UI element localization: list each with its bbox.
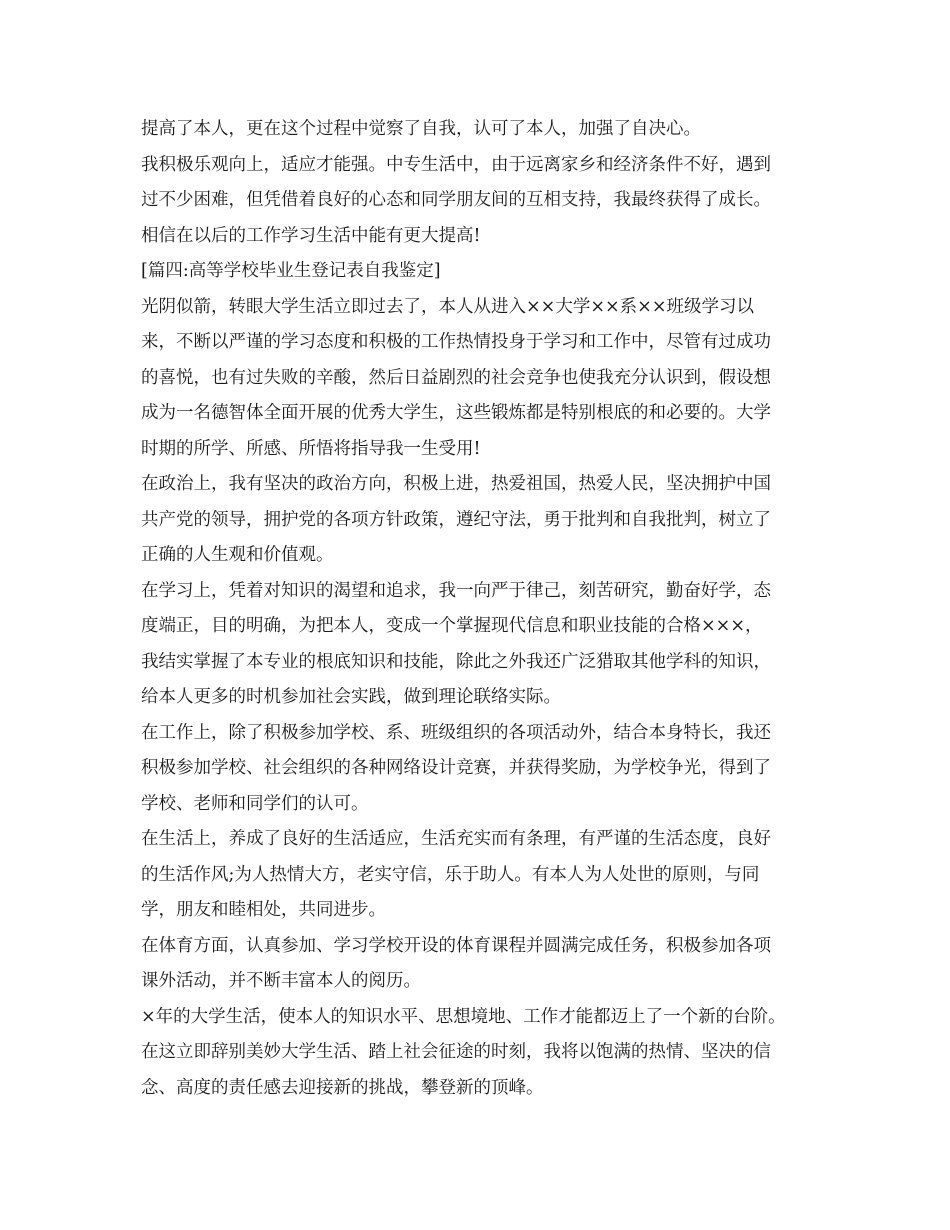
text-line-7: 来，不断以严谨的学习态度和积极的工作热情投身于学习和工作中，尽管有过成功: [141, 332, 771, 352]
text-line-25: 课外活动，并不断丰富本人的阅历。: [141, 971, 421, 991]
section-heading: [篇四:高等学校毕业生登记表自我鉴定]: [141, 261, 441, 281]
text-line-24: 在体育方面，认真参加、学习学校开设的体育课程并圆满完成任务，积极参加各项: [141, 935, 771, 956]
text-line-3: 过不少困难，但凭借着良好的心态和同学朋友间的互相支持，我最终获得了成长。: [141, 190, 771, 210]
text-line-10: 时期的所学、所感、所悟将指导我一生受用!: [141, 438, 481, 459]
text-line-11: 在政治上，我有坚决的政治方向，积极上进，热爱祖国，热爱人民，坚决拥护中国: [141, 474, 771, 494]
text-line-12: 共产党的领导，拥护党的各项方针政策，遵纪守法，勇于批判和自我批判，树立了: [141, 509, 771, 530]
text-line-6: 光阴似箭，转眼大学生活立即过去了，本人从进入××大学××系××班级学习以: [141, 296, 754, 317]
text-line-9: 成为一名德智体全面开展的优秀大学生，这些锻炼都是特别根底的和必要的。大学: [141, 403, 771, 423]
text-line-15: 度端正，目的明确，为把本人，变成一个掌握现代信息和职业技能的合格×××，: [141, 616, 763, 636]
document-body: [141, 112, 841, 1106]
text-line-19: 积极参加学校、社会组织的各种网络设计竞赛，并获得奖励，为学校争光，得到了: [141, 758, 771, 778]
text-line-28: 念、高度的责任感去迎接新的挑战，攀登新的顶峰。: [141, 1077, 544, 1098]
text-line-13: 正确的人生观和价值观。: [141, 545, 334, 565]
text-line-22: 的生活作风;为人热情大方，老实守信，乐于助人。有本人为人处世的原则，与同: [141, 864, 760, 885]
text-line-21: 在生活上，养成了良好的生活适应，生活充实而有条理，有严谨的生活态度，良好: [141, 829, 771, 849]
text-line-2: 我积极乐观向上，适应才能强。中专生活中，由于远离家乡和经济条件不好，遇到: [141, 154, 771, 175]
text-line-27: 在这立即辞别美妙大学生活、踏上社会征途的时刻，我将以饱满的热情、坚决的信: [141, 1042, 771, 1062]
text-line-23: 学，朋友和睦相处，共同进步。: [141, 900, 386, 920]
text-line-14: 在学习上，凭着对知识的渴望和追求，我一向严于律己，刻苦研究，勤奋好学，态: [141, 580, 771, 601]
text-line-16: 我结实掌握了本专业的根底知识和技能，除此之外我还广泛猎取其他学科的知识，: [141, 651, 771, 672]
text-line-1: 提高了本人，更在这个过程中觉察了自我，认可了本人，加强了自决心。: [141, 119, 701, 139]
text-line-17: 给本人更多的时机参加社会实践，做到理论联络实际。: [141, 687, 561, 707]
text-line-18: 在工作上，除了积极参加学校、系、班级组织的各项活动外，结合本身特长，我还: [141, 722, 771, 743]
text-line-8: 的喜悦，也有过失败的辛酸，然后日益剧烈的社会竞争也使我充分认识到，假设想: [141, 367, 771, 388]
text-line-26: ×年的大学生活，使本人的知识水平、思想境地、工作才能都迈上了一个新的台阶。: [141, 1006, 786, 1027]
text-line-4: 相信在以后的工作学习生活中能有更大提高!: [141, 225, 481, 246]
text-line-20: 学校、老师和同学们的认可。: [141, 793, 369, 814]
